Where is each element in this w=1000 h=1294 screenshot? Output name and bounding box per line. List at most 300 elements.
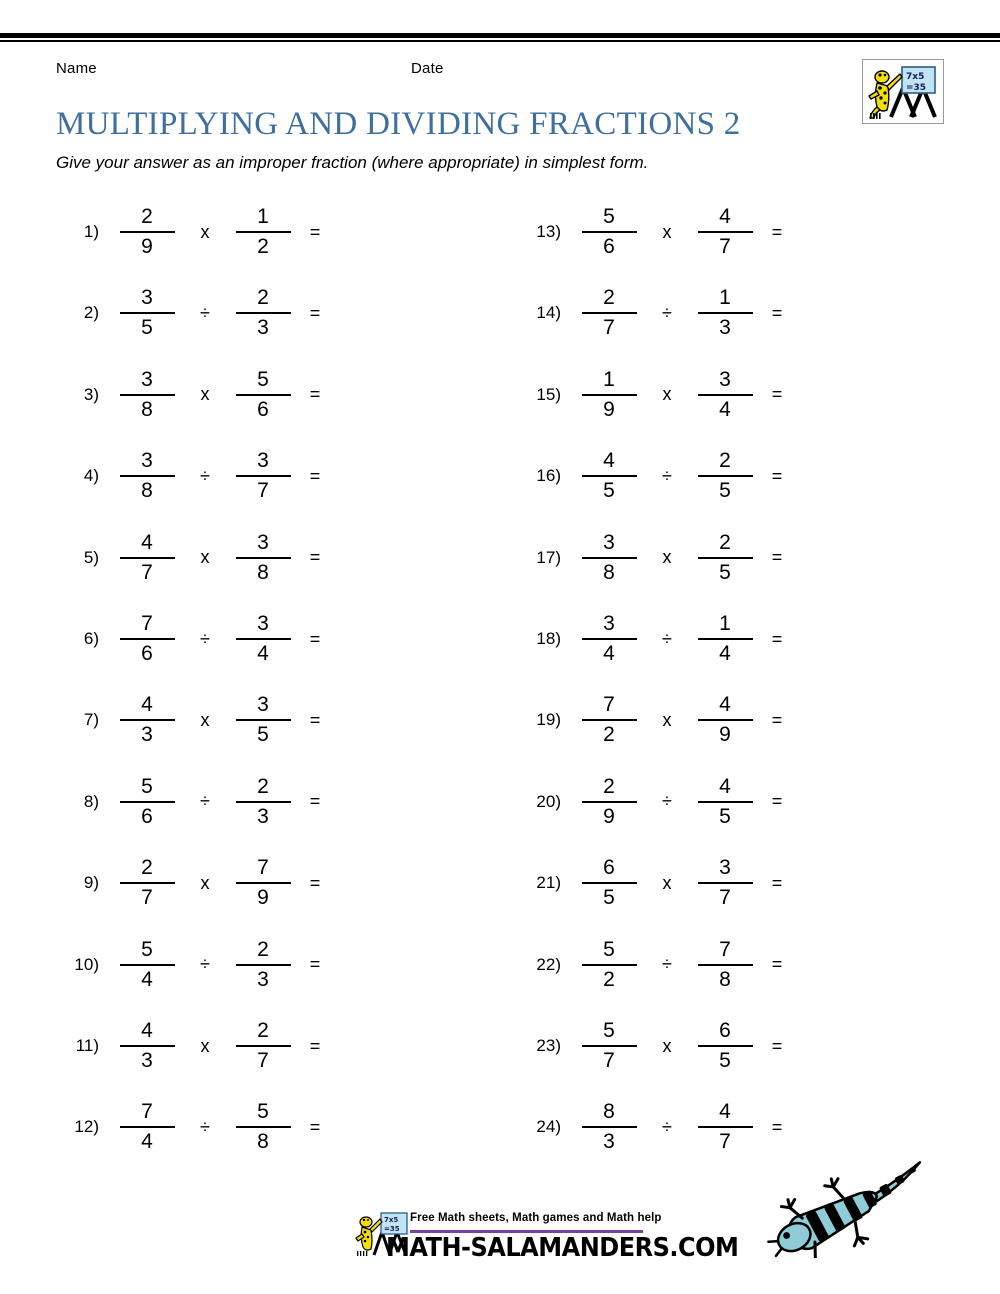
problem-number: 20) — [536, 791, 561, 811]
problem-row — [70, 359, 328, 431]
second-fraction — [228, 367, 298, 423]
fraction-bar — [698, 312, 753, 314]
denominator: 8 — [603, 560, 615, 584]
equals-symbol: = — [309, 384, 321, 405]
equals-symbol: = — [309, 791, 321, 812]
denominator: 6 — [141, 804, 153, 828]
problem-number: 19) — [536, 710, 561, 730]
numerator: 3 — [257, 449, 269, 473]
problem-number: 23) — [536, 1036, 561, 1055]
operator-symbol: ÷ — [200, 302, 210, 323]
denominator: 3 — [141, 1049, 153, 1072]
fraction-bar — [698, 231, 753, 233]
problem-row — [532, 277, 790, 349]
equals-symbol: = — [771, 791, 783, 812]
operator-symbol: x — [200, 384, 210, 405]
operator-symbol: ÷ — [662, 954, 672, 975]
fraction-bar — [236, 964, 291, 966]
first-fraction — [112, 1018, 182, 1074]
numerator: 7 — [719, 937, 731, 961]
operator-symbol: ÷ — [200, 628, 210, 649]
denominator: 3 — [257, 316, 269, 340]
problem-number: 13) — [536, 222, 561, 241]
second-fraction — [690, 204, 760, 260]
first-fraction — [574, 692, 644, 748]
first-fraction — [112, 448, 182, 504]
second-fraction — [690, 530, 760, 586]
operator-symbol: x — [662, 872, 672, 893]
problem-number: 2) — [83, 303, 99, 323]
numerator: 4 — [719, 774, 731, 798]
fraction-bar — [582, 1126, 637, 1128]
numerator: 1 — [257, 205, 269, 228]
numerator: 1 — [603, 367, 615, 391]
denominator: 8 — [141, 397, 153, 421]
first-fraction — [112, 285, 182, 341]
numerator: 4 — [603, 449, 615, 473]
fraction-bar — [582, 719, 637, 721]
fraction-bar — [236, 231, 291, 233]
numerator: 2 — [719, 449, 731, 473]
numerator: 4 — [719, 205, 731, 228]
equals-symbol: = — [309, 872, 321, 893]
denominator: 5 — [719, 560, 731, 584]
numerator: 7 — [257, 856, 269, 880]
operator-symbol: ÷ — [200, 1116, 210, 1137]
operator-symbol: x — [200, 547, 210, 568]
numerator: 2 — [257, 774, 269, 798]
problem-number: 21) — [536, 873, 561, 893]
problem-row — [70, 277, 328, 349]
date-field-label: Date — [411, 60, 444, 77]
numerator: 8 — [603, 1100, 615, 1124]
problem-number: 6) — [83, 629, 99, 648]
fraction-bar — [698, 638, 753, 640]
fraction-bar — [120, 394, 175, 396]
denominator: 6 — [257, 397, 269, 421]
first-fraction — [574, 285, 644, 341]
fraction-bar — [698, 557, 753, 559]
equals-symbol: = — [309, 302, 321, 323]
first-fraction — [112, 611, 182, 667]
equals-symbol: = — [771, 709, 783, 730]
problem-row — [532, 766, 790, 838]
problem-row — [532, 1091, 790, 1163]
second-fraction — [690, 937, 760, 993]
numerator: 5 — [603, 1019, 615, 1042]
page-subtitle: Give your answer as an improper fraction (where appropriate) in simplest form. — [56, 153, 649, 172]
fraction-bar — [582, 312, 637, 314]
numerator: 2 — [141, 205, 153, 228]
problem-row — [70, 522, 328, 594]
equals-symbol: = — [771, 547, 783, 568]
problem-row — [532, 440, 790, 512]
fraction-bar — [698, 394, 753, 396]
denominator: 5 — [719, 1049, 731, 1072]
denominator: 7 — [603, 1049, 615, 1072]
operator-symbol: ÷ — [662, 465, 672, 486]
fraction-bar — [236, 638, 291, 640]
denominator: 7 — [603, 316, 615, 340]
first-fraction — [112, 855, 182, 911]
fraction-bar — [120, 475, 175, 477]
first-fraction — [574, 1099, 644, 1155]
denominator: 6 — [141, 642, 153, 665]
problem-row — [70, 603, 328, 675]
problem-number: 24) — [536, 1117, 561, 1137]
second-fraction — [690, 855, 760, 911]
denominator: 7 — [719, 1130, 731, 1154]
first-fraction — [112, 204, 182, 260]
problem-number: 17) — [536, 547, 561, 567]
footer-tagline: Free Math sheets, Math games and Math help — [410, 1212, 662, 1224]
numerator: 1 — [719, 612, 731, 635]
first-fraction — [574, 937, 644, 993]
denominator: 5 — [141, 316, 153, 340]
fraction-bar — [236, 557, 291, 559]
denominator: 7 — [719, 235, 731, 258]
first-fraction — [112, 367, 182, 423]
second-fraction — [690, 1099, 760, 1155]
equals-symbol: = — [309, 1116, 321, 1137]
denominator: 5 — [603, 479, 615, 503]
problem-number: 4) — [83, 466, 99, 486]
denominator: 3 — [719, 316, 731, 340]
second-fraction — [228, 611, 298, 667]
denominator: 7 — [257, 1049, 269, 1072]
second-fraction — [690, 1018, 760, 1074]
second-fraction — [690, 367, 760, 423]
fraction-bar — [582, 1045, 637, 1047]
operator-symbol: ÷ — [662, 791, 672, 812]
numerator: 2 — [257, 1019, 269, 1042]
denominator: 9 — [719, 723, 731, 747]
operator-symbol: x — [200, 1035, 210, 1056]
first-fraction — [574, 448, 644, 504]
second-fraction — [690, 611, 760, 667]
second-fraction — [690, 285, 760, 341]
denominator: 9 — [603, 804, 615, 828]
problem-row — [70, 929, 328, 1001]
problem-number: 11) — [75, 1036, 99, 1055]
numerator: 3 — [719, 856, 731, 880]
operator-symbol: x — [662, 709, 672, 730]
first-fraction — [112, 530, 182, 586]
name-field-label: Name — [56, 60, 97, 77]
equals-symbol: = — [309, 465, 321, 486]
fraction-bar — [698, 801, 753, 803]
equals-symbol: = — [309, 628, 321, 649]
second-fraction — [228, 448, 298, 504]
problem-row — [532, 929, 790, 1001]
denominator: 2 — [257, 235, 269, 258]
operator-symbol: x — [200, 709, 210, 730]
page-title: MULTIPLYING AND DIVIDING FRACTIONS 2 — [56, 106, 741, 142]
numerator: 5 — [257, 367, 269, 391]
denominator: 9 — [141, 235, 153, 258]
equals-symbol: = — [771, 221, 783, 242]
problem-row — [70, 684, 328, 756]
salamander-icon — [757, 1158, 942, 1258]
fraction-bar — [582, 231, 637, 233]
second-fraction — [228, 204, 298, 260]
first-fraction — [574, 774, 644, 830]
operator-symbol: ÷ — [662, 1116, 672, 1137]
problem-row — [532, 359, 790, 431]
numerator: 4 — [141, 530, 153, 554]
equals-symbol: = — [771, 1116, 783, 1137]
fraction-bar — [120, 312, 175, 314]
fraction-bar — [236, 719, 291, 721]
fraction-bar — [698, 1045, 753, 1047]
second-fraction — [228, 285, 298, 341]
denominator: 7 — [257, 479, 269, 503]
operator-symbol: x — [662, 221, 672, 242]
problem-number: 9) — [83, 873, 99, 893]
problem-row — [532, 522, 790, 594]
first-fraction — [574, 367, 644, 423]
numerator: 3 — [257, 612, 269, 635]
second-fraction — [228, 692, 298, 748]
svg-text:=35: =35 — [384, 1225, 400, 1233]
first-fraction — [574, 204, 644, 260]
numerator: 2 — [603, 774, 615, 798]
problem-row — [70, 1091, 328, 1163]
second-fraction — [690, 448, 760, 504]
fraction-bar — [120, 882, 175, 884]
problem-row — [70, 196, 328, 268]
fraction-bar — [582, 557, 637, 559]
first-fraction — [574, 1018, 644, 1074]
fraction-bar — [120, 964, 175, 966]
fraction-bar — [582, 394, 637, 396]
denominator: 4 — [719, 642, 731, 665]
operator-symbol: ÷ — [200, 465, 210, 486]
denominator: 8 — [141, 479, 153, 503]
operator-symbol: ÷ — [662, 628, 672, 649]
equals-symbol: = — [771, 628, 783, 649]
problem-row — [532, 196, 790, 268]
fraction-bar — [698, 475, 753, 477]
equals-symbol: = — [309, 954, 321, 975]
second-fraction — [690, 692, 760, 748]
denominator: 3 — [603, 1130, 615, 1154]
numerator: 7 — [141, 1100, 153, 1124]
second-fraction — [690, 774, 760, 830]
denominator: 9 — [257, 886, 269, 910]
first-fraction — [112, 774, 182, 830]
numerator: 3 — [257, 530, 269, 554]
denominator: 3 — [141, 723, 153, 747]
problem-row — [532, 684, 790, 756]
numerator: 3 — [141, 286, 153, 310]
denominator: 7 — [719, 886, 731, 910]
numerator: 6 — [719, 1019, 731, 1042]
problem-number: 12) — [74, 1117, 99, 1137]
denominator: 8 — [257, 1130, 269, 1154]
denominator: 5 — [719, 804, 731, 828]
second-fraction — [228, 855, 298, 911]
operator-symbol: x — [200, 872, 210, 893]
denominator: 4 — [257, 642, 269, 665]
denominator: 4 — [603, 642, 615, 665]
second-fraction — [228, 774, 298, 830]
fraction-bar — [236, 475, 291, 477]
fraction-bar — [236, 1126, 291, 1128]
problem-number: 3) — [83, 384, 99, 404]
denominator: 2 — [603, 967, 615, 991]
numerator: 3 — [603, 530, 615, 554]
numerator: 5 — [603, 205, 615, 228]
denominator: 4 — [141, 1130, 153, 1154]
problem-number: 8) — [83, 791, 99, 811]
fraction-bar — [120, 801, 175, 803]
numerator: 2 — [719, 530, 731, 554]
fraction-bar — [582, 964, 637, 966]
first-fraction — [574, 530, 644, 586]
numerator: 2 — [257, 937, 269, 961]
operator-symbol: ÷ — [200, 954, 210, 975]
numerator: 4 — [141, 693, 153, 717]
svg-text:=35: =35 — [906, 83, 927, 93]
numerator: 7 — [141, 612, 153, 635]
fraction-bar — [236, 312, 291, 314]
problem-row — [532, 847, 790, 919]
fraction-bar — [236, 1045, 291, 1047]
numerator: 3 — [257, 693, 269, 717]
numerator: 5 — [603, 937, 615, 961]
numerator: 2 — [257, 286, 269, 310]
numerator: 3 — [719, 367, 731, 391]
fraction-bar — [698, 964, 753, 966]
denominator: 8 — [719, 967, 731, 991]
denominator: 7 — [141, 886, 153, 910]
operator-symbol: x — [662, 1035, 672, 1056]
fraction-bar — [582, 638, 637, 640]
numerator: 3 — [141, 449, 153, 473]
problem-number: 18) — [536, 629, 561, 648]
second-fraction — [228, 937, 298, 993]
numerator: 4 — [719, 693, 731, 717]
problem-number: 14) — [536, 303, 561, 323]
problem-row — [532, 603, 790, 675]
fraction-bar — [120, 1126, 175, 1128]
equals-symbol: = — [309, 1035, 321, 1056]
fraction-bar — [120, 231, 175, 233]
numerator: 5 — [141, 937, 153, 961]
fraction-bar — [582, 475, 637, 477]
equals-symbol: = — [771, 954, 783, 975]
operator-symbol: x — [200, 221, 210, 242]
problem-number: 15) — [536, 384, 561, 404]
problem-number: 1) — [83, 222, 99, 241]
operator-symbol: ÷ — [662, 302, 672, 323]
first-fraction — [112, 1099, 182, 1155]
equals-symbol: = — [309, 547, 321, 568]
footer-domain-link[interactable]: MATH-SALAMANDERS.COM — [386, 1232, 739, 1263]
fraction-bar — [582, 882, 637, 884]
equals-symbol: = — [771, 872, 783, 893]
denominator: 4 — [141, 967, 153, 991]
numerator: 1 — [719, 286, 731, 310]
first-fraction — [112, 937, 182, 993]
problem-number: 5) — [83, 547, 99, 567]
denominator: 9 — [603, 397, 615, 421]
fraction-bar — [698, 719, 753, 721]
fraction-bar — [120, 557, 175, 559]
problem-row — [70, 847, 328, 919]
denominator: 6 — [603, 235, 615, 258]
numerator: 2 — [603, 286, 615, 310]
fraction-bar — [120, 638, 175, 640]
denominator: 5 — [719, 479, 731, 503]
operator-symbol: x — [662, 384, 672, 405]
problem-number: 22) — [536, 954, 561, 974]
numerator: 3 — [141, 367, 153, 391]
denominator: 3 — [257, 804, 269, 828]
equals-symbol: = — [309, 221, 321, 242]
equals-symbol: = — [771, 302, 783, 323]
equals-symbol: = — [771, 1035, 783, 1056]
denominator: 4 — [719, 397, 731, 421]
fraction-bar — [120, 1045, 175, 1047]
second-fraction — [228, 1018, 298, 1074]
second-fraction — [228, 1099, 298, 1155]
numerator: 4 — [719, 1100, 731, 1124]
equals-symbol: = — [309, 709, 321, 730]
fraction-bar — [120, 719, 175, 721]
operator-symbol: x — [662, 547, 672, 568]
numerator: 2 — [141, 856, 153, 880]
problem-row — [532, 1010, 790, 1082]
denominator: 7 — [141, 560, 153, 584]
numerator: 6 — [603, 856, 615, 880]
numerator: 7 — [603, 693, 615, 717]
denominator: 2 — [603, 723, 615, 747]
equals-symbol: = — [771, 384, 783, 405]
numerator: 3 — [603, 612, 615, 635]
problem-number: 16) — [536, 466, 561, 486]
footer-brand[interactable] — [352, 1208, 739, 1268]
denominator: 8 — [257, 560, 269, 584]
denominator: 5 — [257, 723, 269, 747]
svg-text:7x5: 7x5 — [906, 72, 925, 82]
problem-row — [70, 766, 328, 838]
fraction-bar — [582, 801, 637, 803]
numerator: 5 — [257, 1100, 269, 1124]
equals-symbol: = — [771, 465, 783, 486]
numerator: 4 — [141, 1019, 153, 1042]
problem-row — [70, 440, 328, 512]
first-fraction — [574, 611, 644, 667]
numerator: 5 — [141, 774, 153, 798]
denominator: 5 — [603, 886, 615, 910]
fraction-bar — [236, 801, 291, 803]
problem-row — [70, 1010, 328, 1082]
fraction-bar — [236, 394, 291, 396]
second-fraction — [228, 530, 298, 586]
first-fraction — [112, 692, 182, 748]
problem-number: 7) — [83, 710, 99, 730]
fraction-bar — [698, 1126, 753, 1128]
fraction-bar — [698, 882, 753, 884]
operator-symbol: ÷ — [200, 791, 210, 812]
denominator: 3 — [257, 967, 269, 991]
fraction-bar — [236, 882, 291, 884]
first-fraction — [574, 855, 644, 911]
svg-text:7x5: 7x5 — [384, 1216, 399, 1224]
problem-number: 10) — [74, 954, 99, 974]
